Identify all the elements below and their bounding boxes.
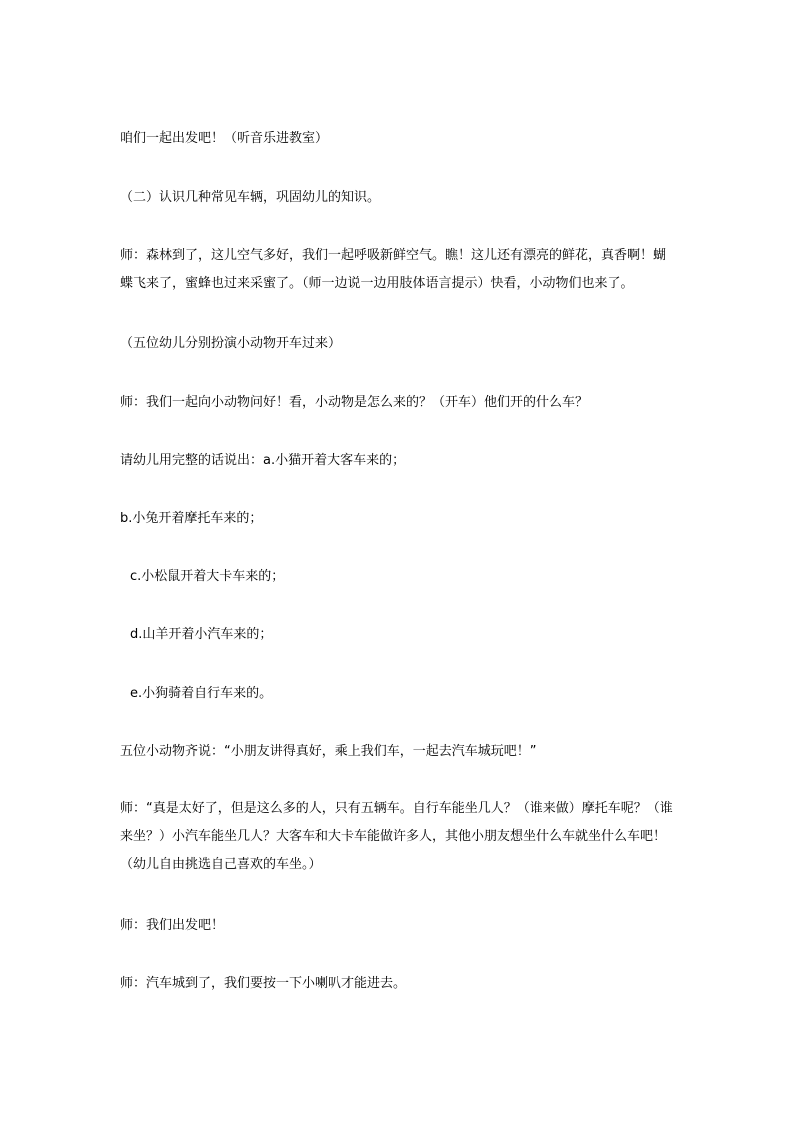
paragraph-car-city: 师：汽车城到了，我们要按一下小喇叭才能进去。 [120,976,407,991]
paragraph-choose-vehicle [120,795,676,879]
paragraph-choose-vehicle-line-3: （幼儿自由挑选自己喜欢的车坐。） [120,857,322,872]
paragraph-forest-line-2: 蝶飞来了，蜜蜂也过来采蜜了。（师一边说一边用肢体语言提示）快看，小动物们也来了。 [120,276,634,291]
paragraph-animals-arrive: （五位幼儿分别扮演小动物开车过来） [120,336,342,351]
list-item-rabbit: b.小兔开着摩托车来的； [120,511,263,526]
paragraph-greet-animals: 师：我们一起向小动物问好！看，小动物是怎么来的？（开车）他们开的什么车？ [120,395,589,410]
list-item-goat: d.山羊开着小汽车来的； [130,627,273,642]
list-intro-cat: 请幼儿用完整的话说出：a.小猫开着大客车来的； [120,453,406,468]
paragraph-depart: 咱们一起出发吧！（听音乐进教室） [120,131,329,146]
paragraph-forest [120,242,676,298]
list-item-dog: e.小狗骑着自行车来的。 [130,686,273,701]
paragraph-animals-speak: 五位小动物齐说：“小朋友讲得真好，乘上我们车，一起去汽车城玩吧！” [120,744,537,759]
list-item-squirrel: c.小松鼠开着大卡车来的； [130,569,285,584]
paragraph-choose-vehicle-line-2: 来坐？）小汽车能坐几人？大客车和大卡车能做许多人，其他小朋友想坐什么车就坐什么车吧！ [120,829,667,844]
paragraph-lets-go: 师：我们出发吧！ [120,918,225,933]
paragraph-forest-line-1: 师：森林到了，这儿空气多好，我们一起呼吸新鲜空气。瞧！这儿还有漂亮的鲜花，真香啊！蝴 [120,248,667,263]
section-heading-vehicles: （二）认识几种常见车辆，巩固幼儿的知识。 [120,190,381,205]
paragraph-choose-vehicle-line-1: 师：“真是太好了，但是这么多的人，只有五辆车。自行车能坐几人？（谁来做）摩托车呢？（谁 [120,801,673,816]
